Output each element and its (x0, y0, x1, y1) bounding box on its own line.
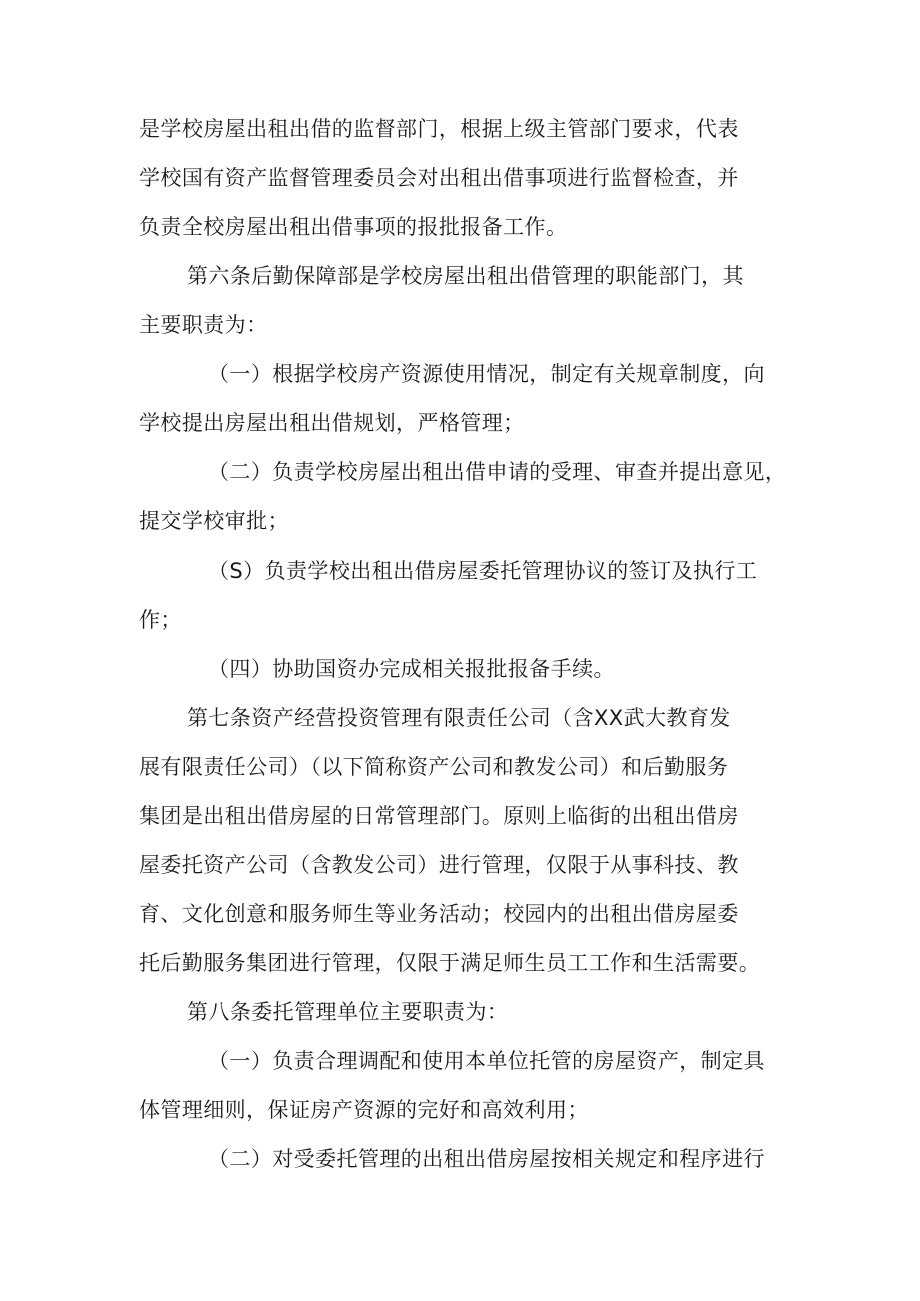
article-7-heading: 第七条资产经营投资管理有限责任公司（含XX武大教育发 (187, 706, 731, 730)
list-item-4: （四）协助国资办完成相关报批报备手续。 (208, 657, 615, 681)
text-line: 屋委托资产公司（含教发公司）进行管理，仅限于从事科技、教 (139, 853, 739, 877)
text-line: 托后勤服务集团进行管理，仅限于满足师生员工工作和生活需要。 (139, 951, 761, 975)
text-line: 育、文化创意和服务师生等业务活动；校园内的出租出借房屋委 (139, 902, 739, 926)
text-line: 体管理细则，保证房产资源的完好和高效利用； (139, 1098, 589, 1122)
text-line: 学校国有资产监督管理委员会对出租出借事项进行监督检查，并 (139, 166, 739, 190)
list-item-1: （一）根据学校房产资源使用情况，制定有关规章制度，向 (208, 362, 765, 386)
list-item-3: （S）负责学校出租出借房屋委托管理协议的签订及执行工 (208, 559, 758, 583)
text-line: 是学校房屋出租出借的监督部门，根据上级主管部门要求，代表 (139, 117, 739, 141)
text-line: 展有限责任公司）（以下简称资产公司和教发公司）和后勤服务 (139, 755, 729, 779)
text-line: 作； (139, 608, 182, 632)
article-8-heading: 第八条委托管理单位主要职责为： (187, 1000, 509, 1024)
text-line: 集团是出租出借房屋的日常管理部门。原则上临街的出租出借房 (139, 804, 739, 828)
article-6-heading: 第六条后勤保障部是学校房屋出租出借管理的职能部门，其 (187, 264, 744, 288)
text-line: 提交学校审批； (139, 509, 289, 533)
text-line: 负责全校房屋出租出借事项的报批报备工作。 (139, 215, 568, 239)
list-item-1: （一）负责合理调配和使用本单位托管的房屋资产，制定具 (208, 1049, 765, 1073)
list-item-2: （二）对受委托管理的出租出借房屋按相关规定和程序进行 (208, 1147, 765, 1171)
text-line: 主要职责为： (139, 313, 268, 337)
text-line: 学校提出房屋出租出借规划，严格管理； (139, 411, 525, 435)
list-item-2: （二）负责学校房屋出租出借申请的受理、审查并提出意见， (208, 460, 787, 484)
